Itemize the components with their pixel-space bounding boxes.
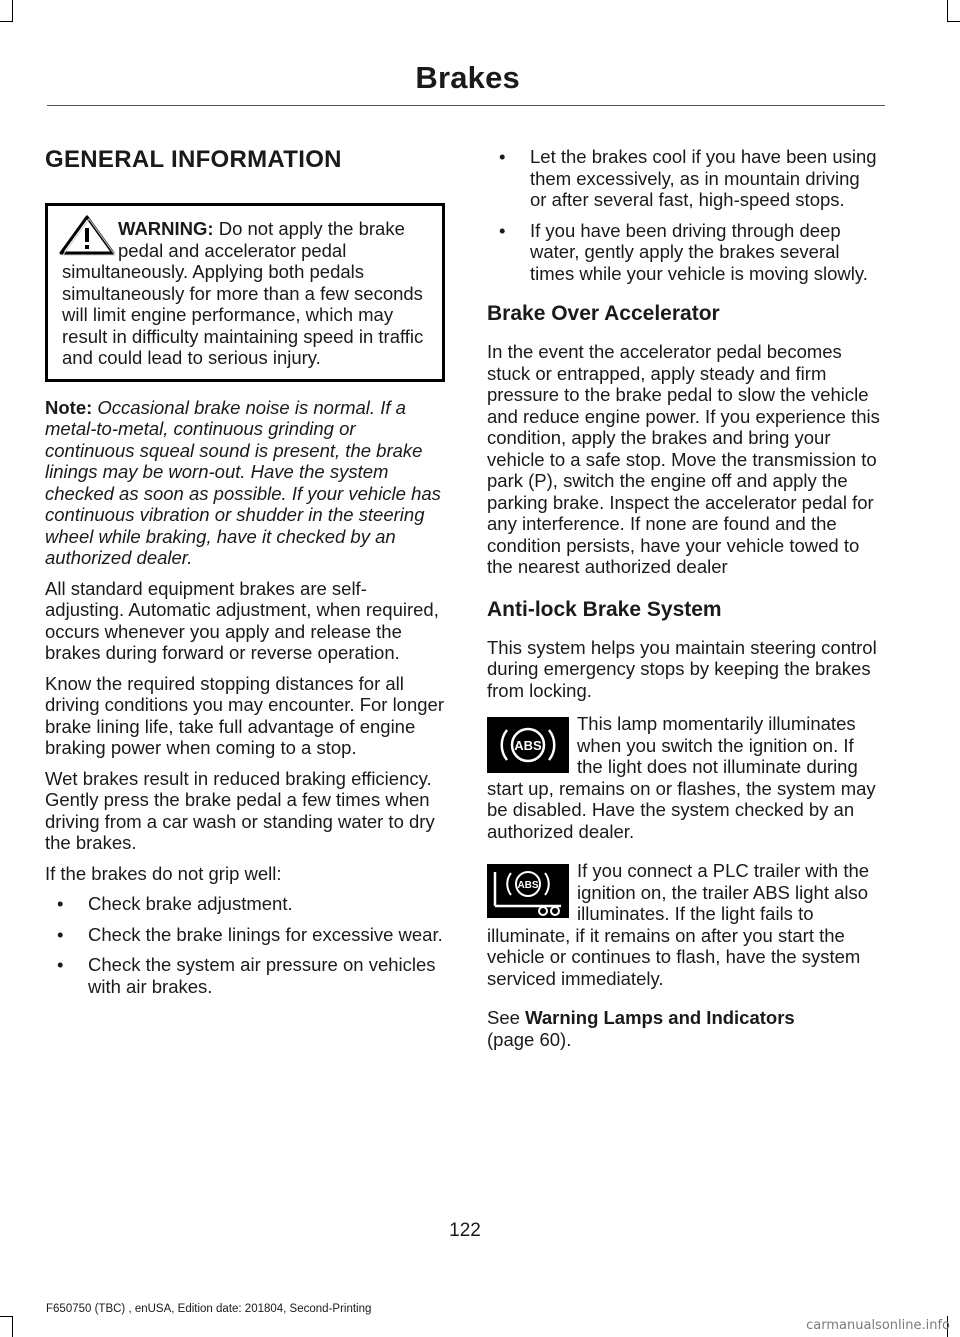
paragraph: This lamp momentarily illuminates when you switch the ignition on. If the light does not illuminate during start up, remains on or flashes, the system may be disabled. Have the system checked by an authorized dealer. bbox=[487, 713, 876, 842]
note-text: Occasional brake noise is normal. If a metal-to-metal, continuous grinding or continuous squeal sound is present, the brake linings may be worn-out. Have the system checked as soon as possible. If your vehicle has continuous vibration or shudder in the steering wheel while braking, have it checked by an authorized dealer. bbox=[45, 396, 441, 568]
warning-lamps-link[interactable]: Warning Lamps and Indicators bbox=[525, 1007, 795, 1028]
abs-label: ABS bbox=[514, 738, 542, 753]
list-item: • Check the brake linings for excessive wear. bbox=[45, 924, 445, 946]
warning-label: WARNING: bbox=[118, 218, 214, 239]
paragraph: Know the required stopping distances for all driving conditions you may encounter. For longer brake lining life, take full advantage of engine braking power when coming to a stop. bbox=[45, 672, 444, 758]
list-item: • Check brake adjustment. bbox=[45, 893, 445, 915]
crop-mark bbox=[947, 21, 960, 22]
edition-footer: F650750 (TBC) , enUSA, Edition date: 201804, Second-Printing bbox=[46, 1303, 372, 1315]
note-paragraph bbox=[45, 397, 445, 569]
paragraph: Wet brakes result in reduced braking efficiency. Gently press the brake pedal a few times when driving from a car wash or standing water to dry the brakes. bbox=[45, 767, 435, 853]
list-item: • Let the brakes cool if you have been using them excessively, as in mountain driving or after several fast, high-speed stops. bbox=[487, 146, 881, 211]
warning-body: Do not apply the brake pedal and accelerator pedal simultaneously. Applying both pedals simultaneously for more than a few seconds will limit engine performance, which may result in difficulty maintaining speed in traffic and could lead to serious injury. bbox=[62, 218, 424, 368]
crop-mark bbox=[12, 0, 13, 22]
warning-text bbox=[62, 218, 435, 369]
section-heading: Brake Over Accelerator bbox=[487, 302, 720, 325]
header-divider bbox=[47, 105, 885, 106]
section-heading: Anti-lock Brake System bbox=[487, 597, 722, 621]
crop-mark bbox=[12, 1316, 13, 1337]
paragraph: All standard equipment brakes are self-adjusting. Automatic adjustment, when required, occurs whenever you apply and release the brakes during forward or reverse operation. bbox=[45, 577, 439, 663]
trailer-abs-label: ABS bbox=[517, 880, 539, 891]
bullet-list bbox=[45, 893, 445, 997]
warning-triangle-icon bbox=[58, 214, 116, 256]
bullet-list bbox=[487, 146, 881, 284]
section-heading: GENERAL INFORMATION bbox=[45, 146, 342, 173]
trailer-abs-paragraph bbox=[487, 860, 881, 989]
crop-mark bbox=[0, 21, 13, 22]
list-item: • Check the system air pressure on vehicles with air brakes. bbox=[45, 954, 445, 997]
note-label: Note: bbox=[45, 396, 93, 418]
page-reference: (page 60). bbox=[487, 1028, 572, 1050]
see-prefix: See bbox=[487, 1007, 526, 1028]
paragraph: If you connect a PLC trailer with the ignition on, the trailer ABS light also illuminates. If the light fails to illuminate, if it remains on after you start the vehicle or continues to flash, have the system serviced immediately. bbox=[487, 860, 870, 989]
abs-lamp-paragraph bbox=[487, 713, 881, 842]
page-number: 122 bbox=[449, 1220, 481, 1241]
paragraph: This system helps you maintain steering control during emergency stops by keeping the brakes from locking. bbox=[487, 636, 877, 701]
left-column bbox=[45, 146, 445, 1006]
cross-reference bbox=[487, 1007, 881, 1050]
paragraph: In the event the accelerator pedal becomes stuck or entrapped, apply steady and firm pressure to the brake pedal to slow the vehicle and reduce engine power. If you experience this condition, apply the brakes and bring your vehicle to a safe stop. Move the transmission to park (P), switch the engine off and apply the parking brake. Inspect the accelerator pedal for any interference. If none are found and the condition persists, have your vehicle towed to the nearest authorized dealer bbox=[487, 341, 880, 577]
page-title: Brakes bbox=[415, 60, 520, 95]
list-item: • If you have been driving through deep water, gently apply the brakes several times while your vehicle is moving slowly. bbox=[487, 220, 881, 285]
crop-mark bbox=[947, 0, 948, 22]
right-column bbox=[487, 146, 881, 1059]
trailer-abs-lamp-icon bbox=[487, 864, 569, 918]
warning-box bbox=[45, 203, 445, 382]
paragraph: If the brakes do not grip well: bbox=[45, 862, 282, 884]
watermark: carmanualsonline.info bbox=[806, 1318, 950, 1333]
abs-lamp-icon bbox=[487, 717, 569, 773]
crop-mark bbox=[0, 1316, 13, 1317]
